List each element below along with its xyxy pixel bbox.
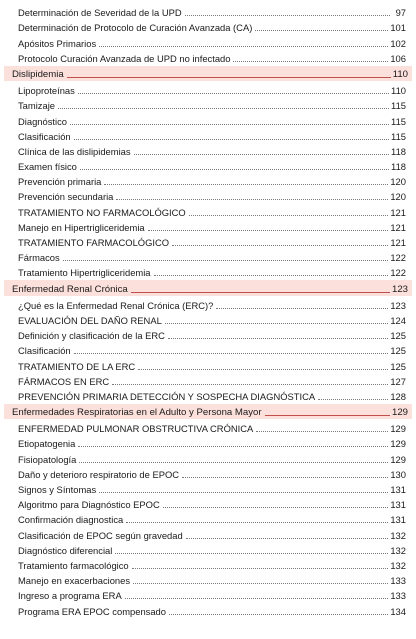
toc-entry-page-number: 118 bbox=[391, 145, 406, 157]
dot-leader bbox=[163, 507, 389, 508]
toc-entry-page-number: 122 bbox=[390, 252, 406, 264]
toc-entry-title: TRATAMIENTO DE LA ERC bbox=[18, 360, 136, 372]
toc-entry-page-number: 131 bbox=[390, 484, 406, 495]
toc-entry-page-number: 102 bbox=[390, 37, 406, 49]
dot-leader bbox=[79, 462, 388, 463]
toc-entry[interactable] bbox=[4, 466, 412, 481]
toc-entry-page-number: 121 bbox=[390, 221, 406, 233]
dot-leader bbox=[133, 583, 388, 584]
toc-entry-title: Manejo en Hipertrigliceridemia bbox=[18, 221, 145, 233]
toc-entry[interactable] bbox=[4, 481, 412, 496]
toc-entry[interactable] bbox=[4, 34, 412, 49]
dot-leader bbox=[125, 598, 389, 599]
toc-entry-page-number: 115 bbox=[391, 115, 406, 127]
dot-leader bbox=[169, 614, 388, 615]
toc-entry-page-number: 101 bbox=[390, 22, 406, 34]
toc-entry-page-number: 129 bbox=[390, 423, 406, 435]
toc-entry[interactable] bbox=[4, 19, 412, 34]
toc-entry[interactable] bbox=[4, 602, 412, 617]
toc-entry-title: Tratamiento Hipertrigliceridemia bbox=[18, 267, 151, 279]
toc-entry-page-number: 132 bbox=[390, 544, 406, 556]
toc-entry[interactable] bbox=[4, 143, 412, 158]
toc-entry[interactable] bbox=[4, 587, 412, 602]
toc-entry[interactable] bbox=[4, 4, 412, 19]
dot-leader bbox=[115, 553, 388, 554]
toc-entry[interactable] bbox=[4, 173, 412, 188]
dot-leader bbox=[67, 77, 391, 78]
toc-entry-page-number: 133 bbox=[390, 575, 406, 587]
dot-leader bbox=[126, 522, 388, 523]
dot-leader bbox=[185, 15, 390, 16]
toc-entry-page-number: 131 bbox=[390, 499, 406, 511]
toc-entry-page-number: 125 bbox=[390, 360, 406, 372]
toc-entry-title: ¿Qué es la Enfermedad Renal Crónica (ERC)? bbox=[18, 299, 214, 311]
toc-entry-page-number: 115 bbox=[391, 100, 406, 112]
toc-entry[interactable] bbox=[4, 249, 412, 264]
toc-entry[interactable] bbox=[4, 327, 412, 342]
toc-entry-title: Fármacos bbox=[18, 252, 60, 264]
toc-entry[interactable] bbox=[4, 420, 412, 435]
dot-leader bbox=[233, 61, 388, 62]
toc-entry-title: TRATAMIENTO NO FARMACOLÓGICO bbox=[18, 206, 186, 218]
dot-leader bbox=[99, 46, 388, 47]
toc-entry[interactable] bbox=[4, 557, 412, 572]
toc-entry[interactable] bbox=[4, 526, 412, 541]
toc-entry-page-number: 134 bbox=[390, 605, 406, 617]
dot-leader bbox=[116, 199, 388, 200]
dot-leader bbox=[104, 184, 388, 185]
toc-section-heading[interactable] bbox=[4, 404, 412, 419]
toc-entry-title: Determinación de Protocolo de Curación Avanzada (CA) bbox=[18, 22, 253, 34]
toc-entry-title: Tratamiento farmacológico bbox=[18, 559, 129, 571]
dot-leader bbox=[189, 215, 389, 216]
toc-entry-title: Lipoproteínas bbox=[18, 85, 75, 97]
toc-entry-page-number: 121 bbox=[390, 206, 406, 218]
dot-leader bbox=[74, 353, 389, 354]
dot-leader bbox=[148, 230, 389, 231]
toc-entry-title: Fisiopatología bbox=[18, 453, 77, 465]
toc-entry[interactable] bbox=[4, 297, 412, 312]
toc-entry[interactable] bbox=[4, 97, 412, 112]
toc-section-heading[interactable] bbox=[4, 280, 412, 295]
toc-entry-title: Daño y deterioro respiratorio de EPOC bbox=[18, 468, 180, 480]
toc-entry-page-number: 125 bbox=[390, 345, 406, 357]
dot-leader bbox=[134, 154, 389, 155]
toc-entry-title: Confirmación diagnostica bbox=[18, 514, 124, 526]
toc-entry-title: PREVENCIÓN PRIMARIA DETECCIÓN Y SOSPECHA DIAGNÓSTICA bbox=[18, 390, 316, 402]
toc-entry-title: TRATAMIENTO FARMACOLÓGICO bbox=[18, 237, 170, 248]
toc-entry-page-number: 110 bbox=[392, 68, 408, 80]
toc-entry-title: Ingreso a programa ERA bbox=[18, 590, 122, 602]
toc-entry[interactable] bbox=[4, 112, 412, 127]
toc-entry[interactable] bbox=[4, 511, 412, 526]
toc-entry-page-number: 124 bbox=[390, 314, 406, 326]
toc-entry-title: Apósitos Primarios bbox=[18, 37, 97, 49]
dot-leader bbox=[78, 93, 389, 94]
toc-entry-page-number: 115 bbox=[391, 130, 406, 142]
dot-leader bbox=[265, 415, 390, 416]
toc-entry-page-number: 130 bbox=[390, 468, 406, 480]
toc-entry-title: Definición y clasificación de la ERC bbox=[18, 330, 165, 342]
toc-entry-title: Clasificación bbox=[18, 130, 71, 142]
dot-leader bbox=[78, 446, 388, 447]
toc-entry-title: Clínica de las dislipidemias bbox=[18, 145, 131, 157]
toc-entry-page-number: 120 bbox=[390, 176, 406, 188]
toc-entry-title: Clasificación bbox=[18, 345, 71, 357]
toc-entry-page-number: 129 bbox=[391, 407, 408, 419]
toc-entry[interactable] bbox=[4, 450, 412, 465]
dot-leader bbox=[80, 169, 389, 170]
toc-entry-page-number: 125 bbox=[390, 330, 406, 342]
toc-entry-title: Enfermedad Renal Crónica bbox=[12, 283, 128, 295]
toc-section-heading[interactable] bbox=[4, 66, 412, 81]
toc-entry[interactable] bbox=[4, 128, 412, 143]
toc-entry-title: Protocolo Curación Avanzada de UPD no infectado bbox=[18, 52, 231, 64]
toc-entry[interactable] bbox=[4, 203, 412, 218]
toc-entry-title: Manejo en exacerbaciones bbox=[18, 575, 131, 587]
toc-entry-title: Determinación de Severidad de la UPD bbox=[18, 7, 182, 19]
dot-leader bbox=[99, 492, 388, 493]
toc-entry[interactable] bbox=[4, 219, 412, 234]
toc-entry-page-number: 123 bbox=[390, 299, 406, 311]
toc-entry-title: Examen físico bbox=[18, 161, 77, 173]
toc-entry-title: Programa ERA EPOC compensado bbox=[18, 605, 166, 617]
toc-entry-page-number: 129 bbox=[390, 438, 406, 450]
toc-entry-title: Etiopatogenia bbox=[18, 438, 76, 450]
toc-entry[interactable] bbox=[4, 542, 412, 557]
toc-entry-page-number: 131 bbox=[390, 514, 406, 526]
toc-entry[interactable] bbox=[4, 264, 412, 279]
dot-leader bbox=[138, 369, 388, 370]
toc-entry-title: EVALUACIÓN DEL DAÑO RENAL bbox=[18, 314, 162, 326]
dot-leader bbox=[168, 338, 388, 339]
toc-entry-page-number: 106 bbox=[390, 52, 406, 64]
dot-leader bbox=[256, 431, 388, 432]
dot-leader bbox=[172, 245, 388, 246]
toc-entry[interactable] bbox=[4, 435, 412, 450]
toc-entry[interactable] bbox=[4, 373, 412, 388]
toc-entry-page-number: 121 bbox=[390, 237, 406, 248]
toc-entry-page-number: 123 bbox=[391, 283, 408, 295]
toc-entry[interactable] bbox=[4, 572, 412, 587]
dot-leader bbox=[63, 260, 389, 261]
toc-entry[interactable] bbox=[4, 312, 412, 327]
toc-entry-page-number: 133 bbox=[390, 590, 406, 602]
toc-entry-page-number: 110 bbox=[391, 85, 406, 97]
toc-entry-page-number: 120 bbox=[390, 191, 406, 203]
toc-entry-title: Prevención secundaria bbox=[18, 191, 114, 203]
toc-entry-page-number: 132 bbox=[390, 559, 406, 571]
dot-leader bbox=[318, 399, 388, 400]
toc-entry[interactable] bbox=[4, 188, 412, 203]
dot-leader bbox=[216, 308, 388, 309]
toc-entry[interactable] bbox=[4, 82, 412, 97]
dot-leader bbox=[58, 108, 389, 109]
toc-entry[interactable] bbox=[4, 388, 412, 403]
toc-entry[interactable] bbox=[4, 342, 412, 357]
dot-leader bbox=[70, 124, 389, 125]
dot-leader bbox=[132, 568, 389, 569]
toc-entry-page-number: 97 bbox=[395, 7, 406, 19]
toc-entry-page-number: 118 bbox=[391, 161, 406, 173]
toc-entry-title: Algoritmo para Diagnóstico EPOC bbox=[18, 499, 160, 511]
toc-entry[interactable] bbox=[4, 496, 412, 511]
toc-entry-page-number: 122 bbox=[390, 267, 406, 279]
toc-entry[interactable] bbox=[4, 234, 412, 249]
toc-entry-title: Tamizaje bbox=[18, 100, 55, 112]
toc-entry-title: Dislipidemia bbox=[12, 68, 64, 80]
dot-leader bbox=[131, 292, 390, 293]
toc-entry-page-number: 129 bbox=[390, 453, 406, 465]
dot-leader bbox=[74, 139, 389, 140]
toc-entry-title: Enfermedades Respiratorias en el Adulto y Persona Mayor bbox=[12, 407, 262, 419]
dot-leader bbox=[182, 477, 388, 478]
toc-entry-page-number: 127 bbox=[390, 375, 406, 387]
toc-entry-title: ENFERMEDAD PULMONAR OBSTRUCTIVA CRÓNICA bbox=[18, 423, 254, 435]
toc-entry-title: Signos y Síntomas bbox=[18, 484, 97, 495]
toc-entry-title: Clasificación de EPOC según gravedad bbox=[18, 529, 183, 541]
toc-entry[interactable] bbox=[4, 357, 412, 372]
toc-entry[interactable] bbox=[4, 158, 412, 173]
dot-leader bbox=[186, 538, 389, 539]
toc-entry-page-number: 128 bbox=[390, 390, 406, 402]
dot-leader bbox=[165, 323, 389, 324]
toc-entry[interactable] bbox=[4, 50, 412, 65]
toc-entry-title: FÁRMACOS EN ERC bbox=[18, 375, 110, 387]
toc-entry-title: Diagnóstico bbox=[18, 115, 67, 127]
dot-leader bbox=[112, 384, 388, 385]
dot-leader bbox=[154, 275, 389, 276]
toc-entry-page-number: 132 bbox=[390, 529, 406, 541]
toc-entry-title: Diagnóstico diferencial bbox=[18, 544, 113, 556]
dot-leader bbox=[255, 30, 388, 31]
toc-entry-title: Prevención primaria bbox=[18, 176, 102, 188]
